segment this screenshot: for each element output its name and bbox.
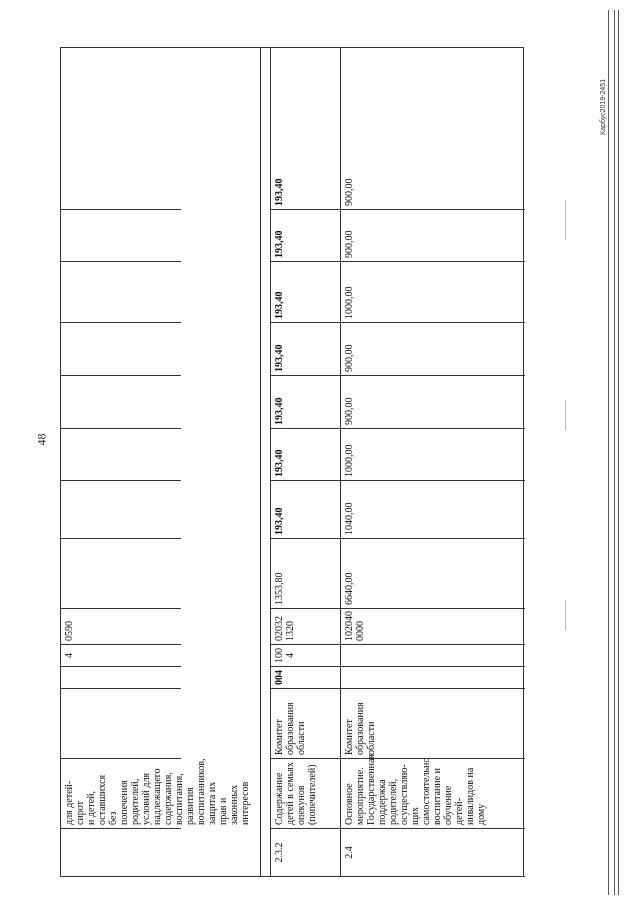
- scan-artifact: [565, 400, 566, 430]
- cell-rzpr: 4: [61, 645, 181, 667]
- cell-executor: Комитет образования области: [271, 689, 341, 759]
- cell-rzpr: 100 4: [271, 645, 341, 667]
- cell-year: 193,40: [271, 262, 341, 323]
- stamp-text: Карбус2019-2451: [600, 78, 607, 135]
- cell-year: 1000,00: [341, 429, 525, 481]
- scan-artifact: [565, 600, 566, 630]
- cell-year: 193,40: [271, 323, 341, 376]
- cell-total: [61, 539, 181, 609]
- cell-year: 193,40: [271, 210, 341, 262]
- cell-total: 1353,80: [271, 539, 341, 609]
- cell-year: 193,40: [271, 376, 341, 429]
- page-number: 48: [34, 433, 49, 446]
- cell-executor: [61, 689, 181, 759]
- cell-code: 2.4: [341, 829, 525, 877]
- cell-year: [61, 262, 181, 323]
- cell-year: [61, 47, 181, 210]
- scan-artifact: [565, 200, 566, 240]
- cell-code: [61, 829, 181, 877]
- cell-year: 1040,00: [341, 481, 525, 539]
- cell-code: 2.3.2: [271, 829, 341, 877]
- rotated-table-frame: [60, 47, 524, 877]
- cell-year: [61, 376, 181, 429]
- cell-grbs: [61, 667, 181, 689]
- cell-year: 1000,00: [341, 262, 525, 323]
- cell-year: 900,00: [341, 323, 525, 376]
- cell-csr: 0590: [61, 609, 181, 645]
- cell-grbs: 004: [271, 667, 341, 689]
- cell-executor: Комитет образования области: [341, 689, 525, 759]
- cell-year: 900,00: [341, 47, 525, 210]
- cell-year: [61, 429, 181, 481]
- cell-csr: 02032 1320: [271, 609, 341, 645]
- cell-name: Основное мероприятие. Государственная поддержка родителей, осуществляю- щих самостоятельно воспитание и обучение детей- инвалидов на дому: [341, 759, 525, 829]
- cell-grbs: [341, 667, 525, 689]
- cell-year: 193,40: [271, 429, 341, 481]
- table-row: [340, 47, 525, 877]
- table-row: [60, 47, 251, 877]
- budget-table: [60, 47, 524, 877]
- cell-year: 193,40: [271, 481, 341, 539]
- cell-year: [61, 210, 181, 262]
- cell-year: [61, 481, 181, 539]
- margin-line: [608, 10, 609, 895]
- cell-rzpr: [341, 645, 525, 667]
- cell-total: 6640,00: [341, 539, 525, 609]
- cell-year: 193,40: [271, 47, 341, 210]
- table-row: [260, 47, 261, 877]
- margin-line: [618, 10, 619, 895]
- cell-name: для детей-сирот и детей, оставшихся без попечения родителей, условий для надлежащего содержания, воспитания, развития воспитанников, защита их прав и законных интересов: [61, 759, 181, 829]
- table-row: [270, 47, 341, 877]
- cell-year: 900,00: [341, 376, 525, 429]
- cell-year: 900,00: [341, 210, 525, 262]
- margin-line: [614, 10, 615, 895]
- cell-year: [61, 323, 181, 376]
- cell-name: Содержание детей в семьях опекунов (попечителей): [271, 759, 341, 829]
- cell-csr: 102040 0000: [341, 609, 525, 645]
